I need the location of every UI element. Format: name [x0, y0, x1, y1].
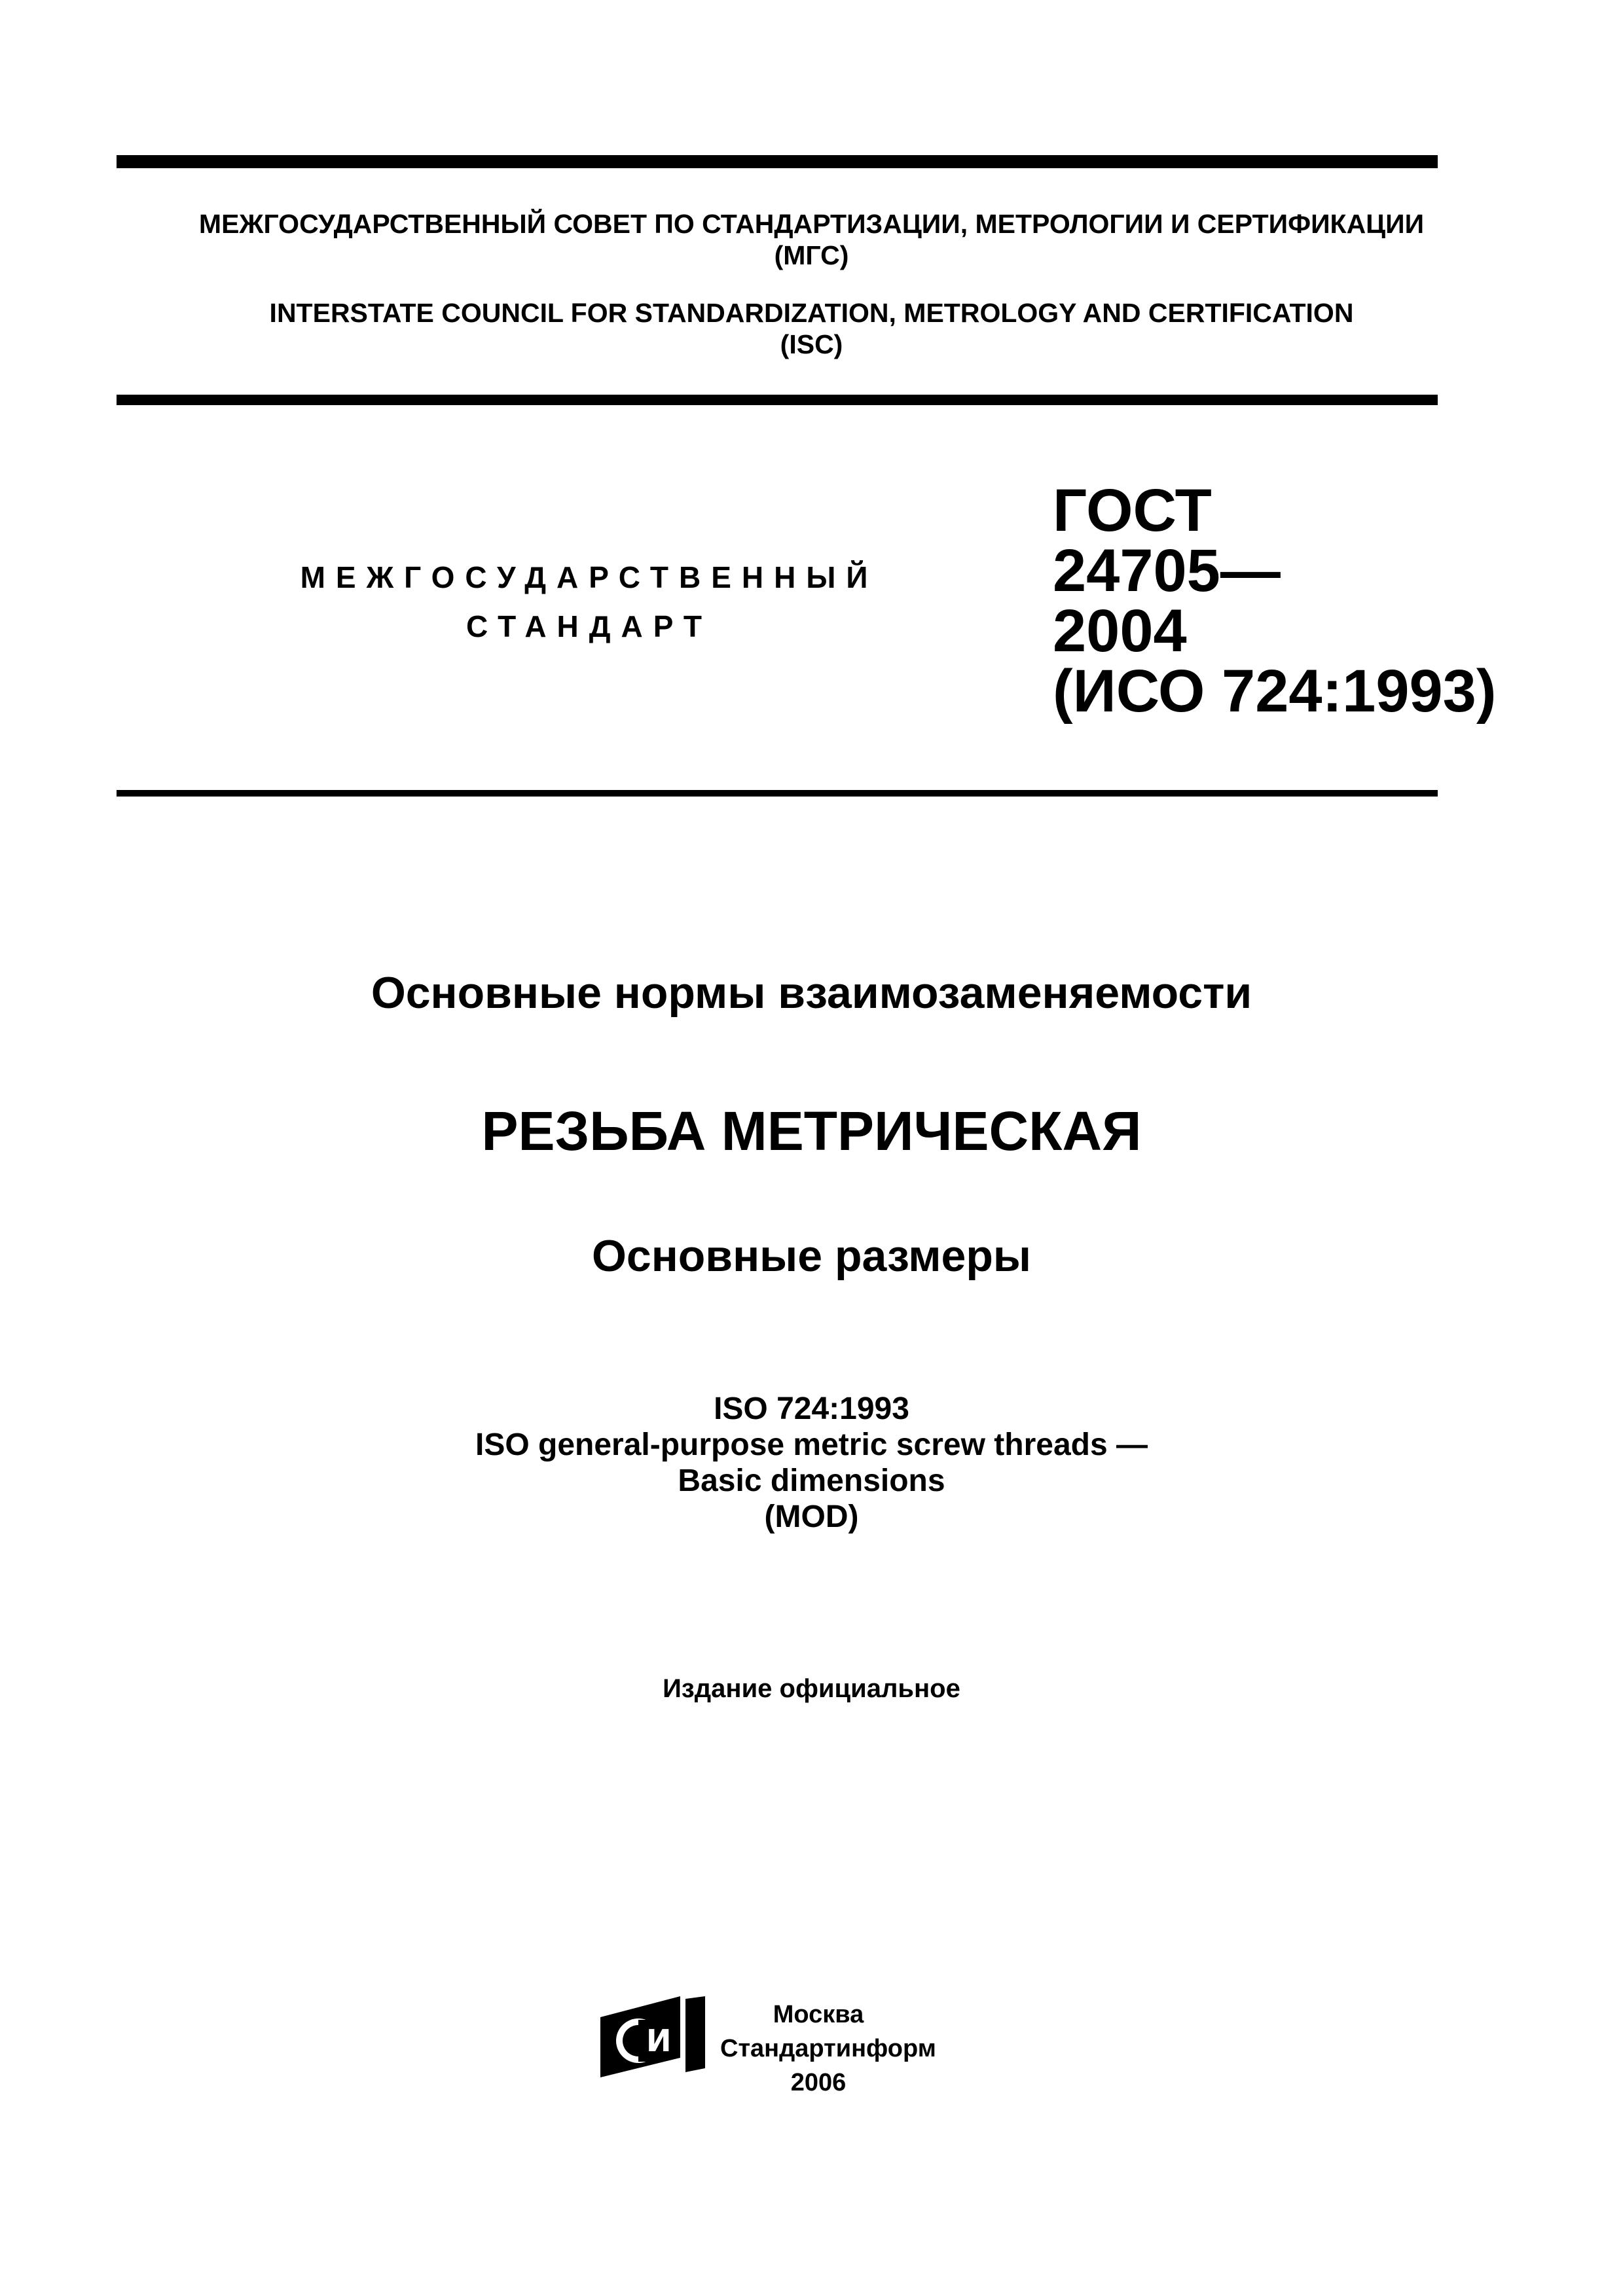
iso-title-line1: ISO general-purpose metric screw threads —: [475, 1427, 1148, 1462]
standard-type-line1: МЕЖГОСУДАРСТВЕННЫЙ: [300, 560, 879, 594]
designation-line1: ГОСТ: [1053, 477, 1212, 544]
standartinform-logo-icon: [600, 1996, 705, 2077]
svg-text:И: И: [646, 2023, 672, 2058]
title-sub: Основные размеры: [591, 1231, 1031, 1281]
iso-degree: (MOD): [764, 1499, 859, 1534]
publisher-year: 2006: [790, 2069, 847, 2096]
iso-title-line2: Basic dimensions: [678, 1463, 945, 1498]
council-abbr-ru: (МГС): [774, 240, 849, 270]
council-name-en: INTERSTATE COUNCIL FOR STANDARDIZATION, METROLOGY AND CERTIFICATION: [269, 298, 1354, 328]
top-divider: [117, 155, 1438, 168]
title-group: Основные нормы взаимозаменяемости: [371, 968, 1252, 1018]
council-abbr-en: (ISC): [780, 329, 843, 359]
edition-note: Издание официальное: [663, 1674, 960, 1703]
designation-line2: 24705—: [1053, 537, 1281, 604]
designation-line4: (ИСО 724:1993): [1053, 658, 1497, 725]
header-divider: [117, 395, 1438, 405]
standard-type-line2: СТАНДАРТ: [466, 609, 712, 643]
iso-number: ISO 724:1993: [714, 1391, 909, 1426]
publisher-name: Стандартинформ: [720, 2035, 936, 2062]
council-name-ru: МЕЖГОСУДАРСТВЕННЫЙ СОВЕТ ПО СТАНДАРТИЗАЦИИ, МЕТРОЛОГИИ И СЕРТИФИКАЦИИ: [198, 209, 1425, 239]
publisher-city: Москва: [773, 2001, 864, 2028]
designation-line3: 2004: [1053, 598, 1187, 664]
designation-divider: [117, 790, 1438, 797]
title-main: РЕЗЬБА МЕТРИЧЕСКАЯ: [481, 1100, 1142, 1162]
